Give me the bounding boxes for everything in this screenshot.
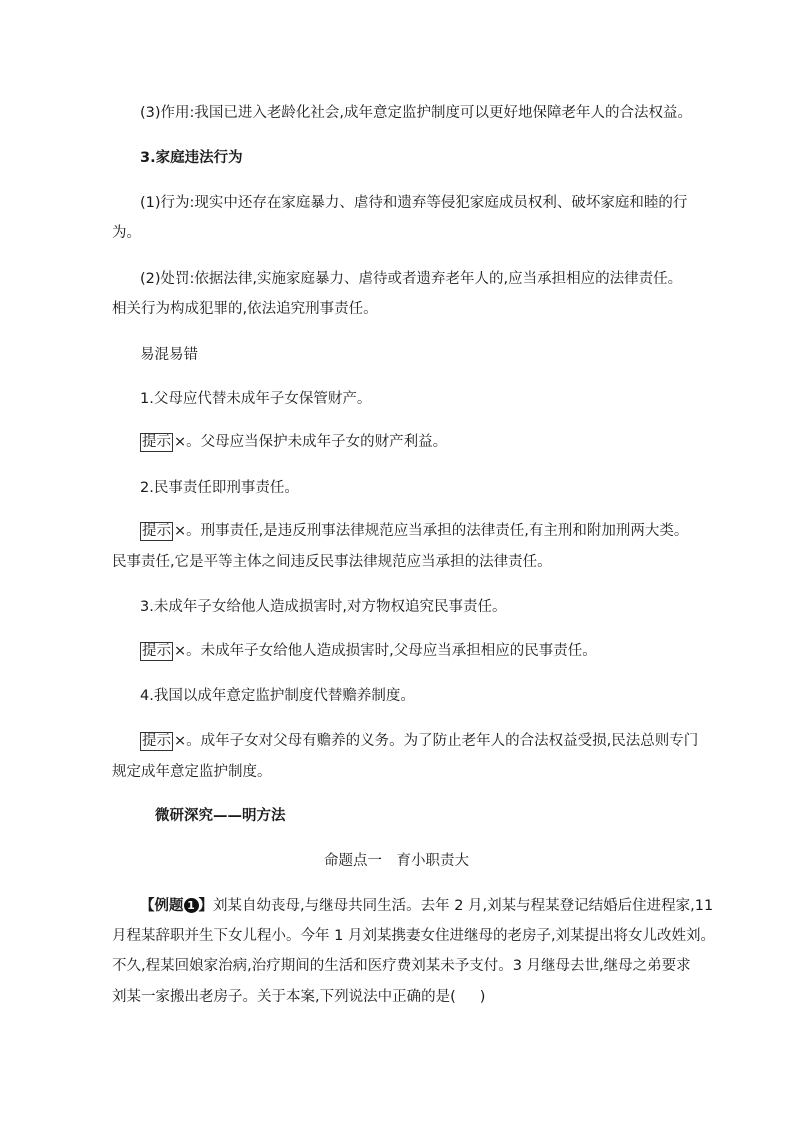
effect-paragraph: (3)作用:我国已进入老龄化社会,成年意定监护制度可以更好地保障老年人的合法权益。 — [140, 105, 693, 121]
example-close-paren: ) — [479, 989, 486, 1005]
confusion-question-3: 3.未成年子女给他人造成损害时,对方物权追究民事责任。 — [140, 599, 507, 615]
confusion-question-2: 2.民事责任即刑事责任。 — [140, 480, 299, 496]
example-bracket-open: 【例题 — [140, 898, 184, 914]
behavior-paragraph-line2: 为。 — [112, 225, 141, 241]
research-heading: 微研深究——明方法 — [155, 808, 286, 824]
confusion-answer-2 — [140, 521, 688, 541]
confusion-question-4: 4.我国以成年意定监护制度代替赡养制度。 — [140, 688, 415, 704]
hint-label: 提示 — [142, 523, 171, 539]
example-number-badge: 1 — [184, 898, 199, 913]
section-heading-family-violations: 3.家庭违法行为 — [140, 150, 243, 166]
behavior-paragraph-line1: (1)行为:现实中还存在家庭暴力、虐待和遗弃等侵犯家庭成员权利、破坏家庭和睦的行 — [140, 195, 688, 211]
answer-text: ×。成年子女对父母有赡养的义务。为了防止老年人的合法权益受损,民法总则专门 — [174, 733, 699, 749]
confusion-question-1: 1.父母应代替未成年子女保管财产。 — [140, 391, 372, 407]
confusion-answer-2-line2: 民事责任,它是平等主体之间违反民事法律规范应当承担的法律责任。 — [112, 554, 552, 570]
example-line4 — [112, 987, 485, 1007]
penalty-paragraph-line2: 相关行为构成犯罪的,依法追究刑事责任。 — [112, 301, 378, 317]
penalty-paragraph-line1: (2)处罚:依据法律,实施家庭暴力、虐待或者遗弃老年人的,应当承担相应的法律责任。 — [140, 271, 683, 287]
confusion-heading: 易混易错 — [140, 347, 198, 363]
example-text: 刘某自幼丧母,与继母共同生活。去年 2 月,刘某与程某登记结婚后住进程家,11 — [213, 898, 714, 914]
answer-text: ×。未成年子女给他人造成损害时,父母应当承担相应的民事责任。 — [174, 643, 597, 659]
confusion-answer-1 — [140, 432, 447, 452]
proposition-subheading: 命题点一 育小职责大 — [324, 853, 469, 869]
example-line3: 不久,程某回娘家治病,治疗期间的生活和医疗费刘某未予支付。3 月继母去世,继母之弟要求 — [112, 958, 691, 974]
confusion-answer-4 — [140, 731, 698, 751]
hint-label: 提示 — [142, 733, 171, 749]
example-line1 — [140, 896, 713, 916]
hint-label: 提示 — [142, 643, 171, 659]
example-line2: 月程某辞职并生下女儿程小。今年 1 月刘某携妻女住进继母的老房子,刘某提出将女儿改姓刘。 — [112, 928, 716, 944]
example-question-text: 刘某一家搬出老房子。关于本案,下列说法中正确的是( — [112, 989, 456, 1005]
confusion-answer-3 — [140, 641, 597, 661]
answer-text: ×。刑事责任,是违反刑事法律规范应当承担的法律责任,有主刑和附加刑两大类。 — [174, 523, 689, 539]
answer-text: ×。父母应当保护未成年子女的财产利益。 — [174, 434, 448, 450]
example-bracket-close: 】 — [198, 898, 213, 914]
confusion-answer-4-line2: 规定成年意定监护制度。 — [112, 764, 272, 780]
hint-label: 提示 — [142, 434, 171, 450]
